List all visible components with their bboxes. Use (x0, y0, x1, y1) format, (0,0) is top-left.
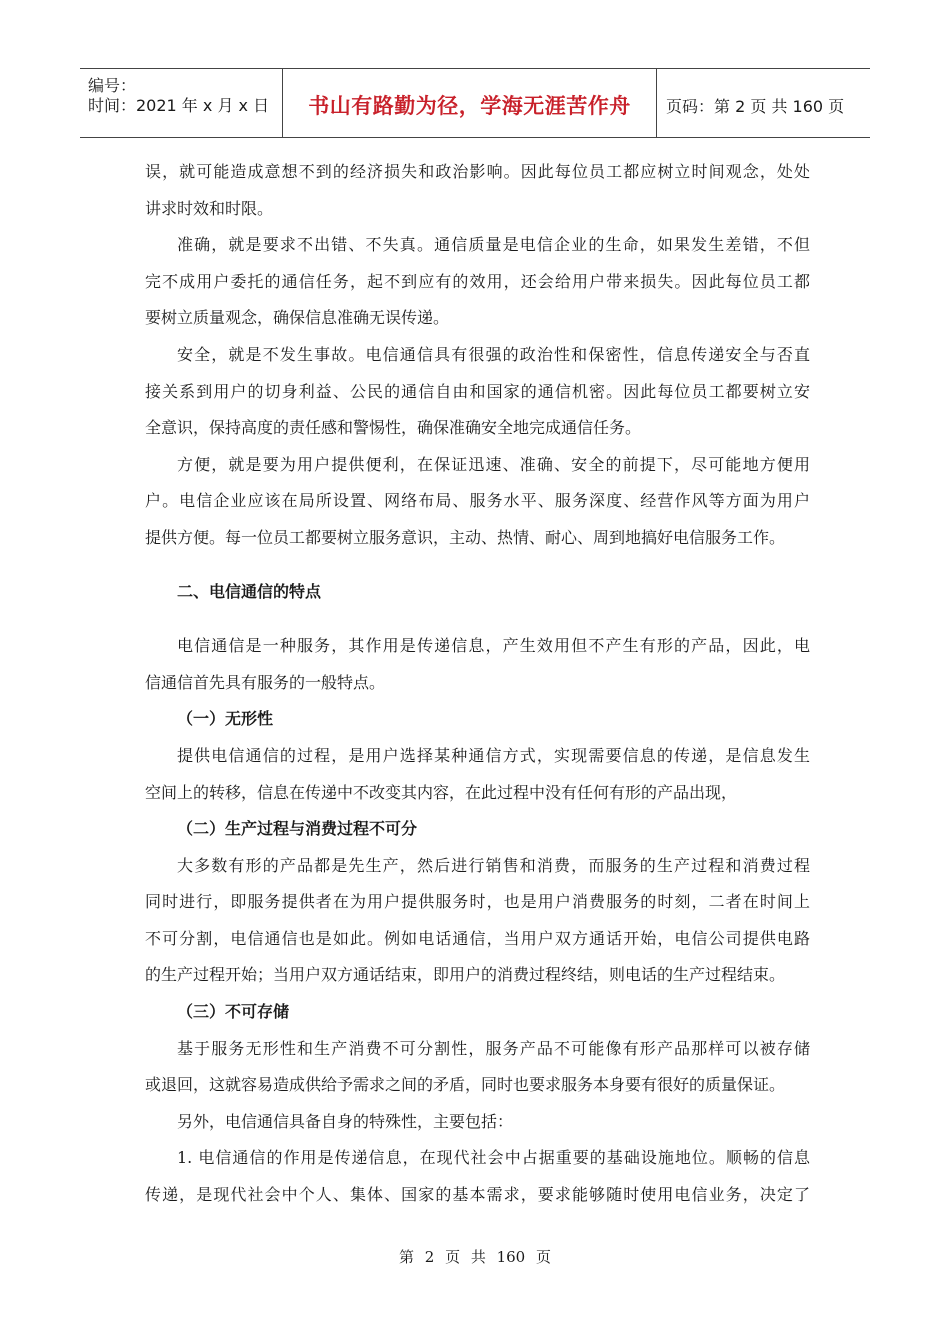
text-line: 提供方便。每一位员工都要树立服务意识，主动、热情、耐心、周到地搞好电信服务工作。 (145, 527, 786, 547)
text-line: 的生产过程开始；当用户双方通话结束，即用户的消费过程终结，则电话的生产过程结束。 (145, 965, 786, 985)
document-date: 时间：2021 年 x 月 x 日 (88, 96, 270, 115)
text-line: 传递，是现代社会中个人、集体、国家的基本需求，要求能够随时使用电信业务，决定了 (145, 1185, 810, 1205)
text-line: 同时进行，即服务提供者在为用户提供服务时，也是用户消费服务的时刻，二者在时间上 (145, 892, 810, 912)
text-line: 户。电信企业应该在局所设置、网络布局、服务水平、服务深度、经营作风等方面为用户 (145, 491, 810, 511)
paragraph (145, 738, 810, 811)
header-motto-cell (282, 69, 657, 137)
text-line: 讲求时效和时限。 (145, 198, 274, 218)
subsection-heading: （二）生产过程与消费过程不可分 (177, 819, 418, 839)
text-line: 基于服务无形性和生产消费不可分割性，服务产品不可能像有形产品那样可以被存储 (177, 1038, 810, 1058)
header-motto: 书山有路勤为径，学海无涯苦作舟 (308, 94, 631, 118)
paragraph (145, 337, 810, 447)
text-line: 1. 电信通信的作用是传递信息，在现代社会中占据重要的基础设施地位。顺畅的信息 (177, 1148, 810, 1168)
text-line: 或退回，这就容易造成供给予需求之间的矛盾，同时也要求服务本身要有很好的质量保证。 (145, 1075, 786, 1095)
text-line: 大多数有形的产品都是先生产，然后进行销售和消费，而服务的生产过程和消费过程 (177, 855, 810, 875)
text-line: 方便，就是要为用户提供便利，在保证迅速、准确、安全的前提下，尽可能地方便用 (177, 454, 810, 474)
text-line: 准确，就是要求不出错、不失真。通信质量是电信企业的生命，如果发生差错，不但 (177, 235, 810, 255)
text-line: 空间上的转移，信息在传递中不改变其内容，在此过程中没有任何有形的产品出现， (145, 782, 738, 802)
text-line: 另外，电信通信具备自身的特殊性，主要包括： (177, 1111, 514, 1131)
text-line: 完不成用户委托的通信任务，起不到应有的效用，还会给用户带来损失。因此每位员工都 (145, 271, 810, 291)
paragraph (145, 1140, 810, 1213)
text-line: 提供电信通信的过程，是用户选择某种通信方式，实现需要信息的传递，是信息发生 (177, 745, 810, 765)
text-line: 不可分割，电信通信也是如此。例如电话通信，当用户双方通话开始，电信公司提供电路 (145, 928, 810, 948)
header-page-cell (656, 69, 870, 137)
paragraph (145, 447, 810, 557)
text-line: 要树立质量观念，确保信息准确无误传递。 (145, 308, 450, 328)
paragraph (145, 1031, 810, 1104)
text-line: 电信通信是一种服务，其作用是传递信息，产生效用但不产生有形的产品，因此，电 (177, 636, 810, 656)
text-line: 安全，就是不发生事故。电信通信具有很强的政治性和保密性，信息传递安全与否直 (177, 344, 810, 364)
text-line: 误，就可能造成意想不到的经济损失和政治影响。因此每位员工都应树立时间观念，处处 (145, 162, 810, 181)
paragraph (145, 848, 810, 994)
paragraph (145, 227, 810, 337)
section-heading: 二、电信通信的特点 (177, 581, 322, 601)
subsection-heading: （三）不可存储 (177, 1002, 290, 1022)
document-number-label: 编号： (88, 76, 137, 95)
header-page-info: 页码：第 2 页 共 160 页 (666, 97, 845, 116)
text-line: 信通信首先具有服务的一般特点。 (145, 672, 386, 692)
page-header (80, 68, 870, 138)
paragraph (145, 154, 810, 227)
header-meta-cell (80, 69, 282, 137)
page-footer: 第 2 页 共 160 页 (398, 1248, 551, 1266)
paragraph (145, 1104, 810, 1141)
text-line: 接关系到用户的切身利益、公民的通信自由和国家的通信机密。因此每位员工都要树立安 (145, 381, 810, 401)
paragraph (145, 628, 810, 701)
subsection-heading: （一）无形性 (177, 709, 274, 729)
document-body (145, 154, 810, 1214)
text-line: 全意识，保持高度的责任感和警惕性，确保准确安全地完成通信任务。 (145, 418, 642, 438)
